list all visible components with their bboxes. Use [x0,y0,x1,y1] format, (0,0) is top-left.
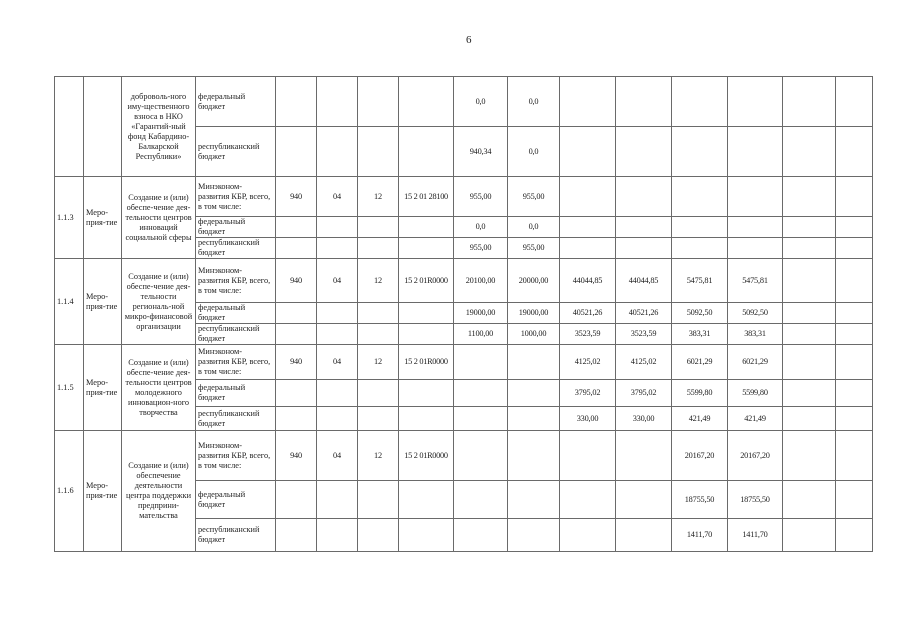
empty-cell [836,127,873,177]
csr-code: 15 2 01R0000 [399,345,454,380]
amount-cell [560,431,616,481]
pr-code [358,238,399,259]
activity-name: Создание и (или) обеспе-чение дея-тельности центров инноваций социальной сферы [122,177,196,259]
amount-cell [616,217,672,238]
empty-cell [836,259,873,303]
pr-code [358,407,399,431]
rz-code [317,380,358,407]
amount-cell: 5475,81 [728,259,783,303]
amount-cell: 955,00 [454,238,508,259]
grbs-code [276,380,317,407]
rz-code [317,519,358,552]
amount-cell [672,238,728,259]
amount-cell [508,407,560,431]
csr-code [399,519,454,552]
amount-cell [508,519,560,552]
amount-cell: 940,34 [454,127,508,177]
csr-code [399,481,454,519]
amount-cell: 6021,29 [728,345,783,380]
empty-cell [836,431,873,481]
funding-source: федеральный бюджет [196,481,276,519]
amount-cell [560,238,616,259]
amount-cell: 955,00 [508,177,560,217]
grbs-code [276,481,317,519]
amount-cell [616,177,672,217]
empty-cell [783,127,836,177]
amount-cell: 20167,20 [672,431,728,481]
amount-cell: 18755,50 [672,481,728,519]
pr-code: 12 [358,259,399,303]
funding-source: республиканский бюджет [196,238,276,259]
amount-cell [454,380,508,407]
grbs-code [276,238,317,259]
empty-cell [783,217,836,238]
amount-cell: 6021,29 [672,345,728,380]
pr-code [358,481,399,519]
amount-cell [672,217,728,238]
amount-cell [454,481,508,519]
amount-cell: 955,00 [454,177,508,217]
table-row [55,177,873,217]
empty-cell [836,380,873,407]
amount-cell: 5599,80 [672,380,728,407]
amount-cell [508,431,560,481]
empty-cell [783,238,836,259]
pr-code [358,380,399,407]
pr-code: 12 [358,431,399,481]
grbs-code [276,127,317,177]
amount-cell: 330,00 [560,407,616,431]
row-number: 1.1.3 [55,177,84,259]
amount-cell [728,127,783,177]
funding-source: республиканский бюджет [196,407,276,431]
rz-code: 04 [317,345,358,380]
rz-code [317,303,358,324]
amount-cell: 1411,70 [672,519,728,552]
grbs-code [276,407,317,431]
amount-cell: 0,0 [508,77,560,127]
csr-code: 15 2 01R0000 [399,431,454,481]
csr-code [399,127,454,177]
funding-source: федеральный бюджет [196,217,276,238]
activity-name: Создание и (или) обеспе-чение дея-тельности региональ-ной микро-финансовой организации [122,259,196,345]
pr-code: 12 [358,345,399,380]
amount-cell: 1000,00 [508,324,560,345]
grbs-code [276,77,317,127]
amount-cell: 19000,00 [508,303,560,324]
grbs-code: 940 [276,259,317,303]
pr-code [358,303,399,324]
amount-cell: 383,31 [672,324,728,345]
pr-code [358,519,399,552]
csr-code: 15 2 01R0000 [399,259,454,303]
funding-source: Минэконом-развития КБР, всего, в том числе: [196,259,276,303]
rz-code [317,481,358,519]
amount-cell [560,127,616,177]
empty-cell [836,238,873,259]
row-number: 1.1.4 [55,259,84,345]
csr-code [399,324,454,345]
amount-cell: 44044,85 [616,259,672,303]
funding-source: федеральный бюджет [196,380,276,407]
amount-cell: 44044,85 [560,259,616,303]
amount-cell: 421,49 [672,407,728,431]
csr-code [399,238,454,259]
row-number [55,77,84,177]
row-number: 1.1.5 [55,345,84,431]
amount-cell [508,481,560,519]
funding-source: Минэконом-развития КБР, всего, в том числе: [196,177,276,217]
amount-cell [616,127,672,177]
empty-cell [836,407,873,431]
amount-cell: 0,0 [454,217,508,238]
amount-cell: 3523,59 [560,324,616,345]
amount-cell: 5475,81 [672,259,728,303]
activity-name: Создание и (или) обеспечение деятельности центра поддержки предприни-мательства [122,431,196,552]
pr-code [358,127,399,177]
amount-cell [454,345,508,380]
empty-cell [783,407,836,431]
row-number: 1.1.6 [55,431,84,552]
grbs-code [276,324,317,345]
empty-cell [783,345,836,380]
funding-source: республиканский бюджет [196,519,276,552]
empty-cell [836,324,873,345]
amount-cell: 18755,50 [728,481,783,519]
pr-code [358,324,399,345]
amount-cell [560,177,616,217]
amount-cell: 4125,02 [560,345,616,380]
row-type: Меро-прия-тие [84,345,122,431]
amount-cell [616,519,672,552]
table-row [55,431,873,481]
row-type: Меро-прия-тие [84,259,122,345]
empty-cell [836,77,873,127]
grbs-code: 940 [276,177,317,217]
csr-code [399,303,454,324]
amount-cell: 1100,00 [454,324,508,345]
funding-source: Минэконом-развития КБР, всего, в том числе: [196,431,276,481]
amount-cell: 19000,00 [454,303,508,324]
amount-cell [560,77,616,127]
funding-source: Минэконом-развития КБР, всего, в том числе: [196,345,276,380]
amount-cell [454,519,508,552]
empty-cell [783,324,836,345]
amount-cell: 3795,02 [616,380,672,407]
table-row [55,77,873,127]
funding-source: федеральный бюджет [196,303,276,324]
pr-code [358,217,399,238]
amount-cell: 5092,50 [672,303,728,324]
page-number: 6 [466,34,472,46]
empty-cell [783,259,836,303]
rz-code: 04 [317,431,358,481]
amount-cell [728,77,783,127]
funding-source: республиканский бюджет [196,127,276,177]
rz-code: 04 [317,259,358,303]
rz-code [317,217,358,238]
empty-cell [836,177,873,217]
amount-cell [616,77,672,127]
amount-cell [672,127,728,177]
grbs-code [276,303,317,324]
empty-cell [836,303,873,324]
amount-cell [728,177,783,217]
empty-cell [783,177,836,217]
amount-cell [454,431,508,481]
csr-code: 15 2 01 28100 [399,177,454,217]
amount-cell: 4125,02 [616,345,672,380]
grbs-code: 940 [276,345,317,380]
amount-cell: 3523,59 [616,324,672,345]
activity-name: доброволь-ного иму-щественного взноса в НКО «Гарантий-ный фонд Кабардино-Балкарской Республики» [122,77,196,177]
amount-cell: 5092,50 [728,303,783,324]
rz-code [317,407,358,431]
pr-code [358,77,399,127]
amount-cell [728,238,783,259]
amount-cell [560,519,616,552]
amount-cell: 0,0 [508,127,560,177]
csr-code [399,407,454,431]
empty-cell [783,481,836,519]
amount-cell: 0,0 [454,77,508,127]
grbs-code: 940 [276,431,317,481]
amount-cell: 40521,26 [560,303,616,324]
funding-source: республиканский бюджет [196,324,276,345]
empty-cell [836,481,873,519]
empty-cell [783,303,836,324]
amount-cell: 0,0 [508,217,560,238]
csr-code [399,217,454,238]
csr-code [399,380,454,407]
amount-cell: 955,00 [508,238,560,259]
amount-cell: 383,31 [728,324,783,345]
rz-code [317,238,358,259]
amount-cell [560,217,616,238]
amount-cell [616,238,672,259]
activity-name: Создание и (или) обеспе-чение дея-тельности центров молодежного инновацион-ного творчества [122,345,196,431]
amount-cell [560,481,616,519]
amount-cell: 3795,02 [560,380,616,407]
amount-cell [454,407,508,431]
empty-cell [836,345,873,380]
rz-code [317,77,358,127]
rz-code [317,324,358,345]
amount-cell [508,345,560,380]
empty-cell [783,380,836,407]
rz-code: 04 [317,177,358,217]
funding-source: федеральный бюджет [196,77,276,127]
empty-cell [836,217,873,238]
pr-code: 12 [358,177,399,217]
amount-cell: 40521,26 [616,303,672,324]
amount-cell: 421,49 [728,407,783,431]
empty-cell [783,519,836,552]
table-row [55,259,873,303]
row-type [84,77,122,177]
amount-cell: 5599,80 [728,380,783,407]
row-type: Меро-прия-тие [84,431,122,552]
amount-cell: 20100,00 [454,259,508,303]
table-row [55,345,873,380]
rz-code [317,127,358,177]
empty-cell [783,77,836,127]
empty-cell [836,519,873,552]
amount-cell [728,217,783,238]
grbs-code [276,217,317,238]
amount-cell [672,177,728,217]
amount-cell [616,431,672,481]
amount-cell [508,380,560,407]
amount-cell [616,481,672,519]
row-type: Меро-прия-тие [84,177,122,259]
empty-cell [783,431,836,481]
amount-cell: 20167,20 [728,431,783,481]
amount-cell: 330,00 [616,407,672,431]
budget-table [54,76,873,552]
amount-cell [672,77,728,127]
grbs-code [276,519,317,552]
amount-cell: 20000,00 [508,259,560,303]
amount-cell: 1411,70 [728,519,783,552]
csr-code [399,77,454,127]
